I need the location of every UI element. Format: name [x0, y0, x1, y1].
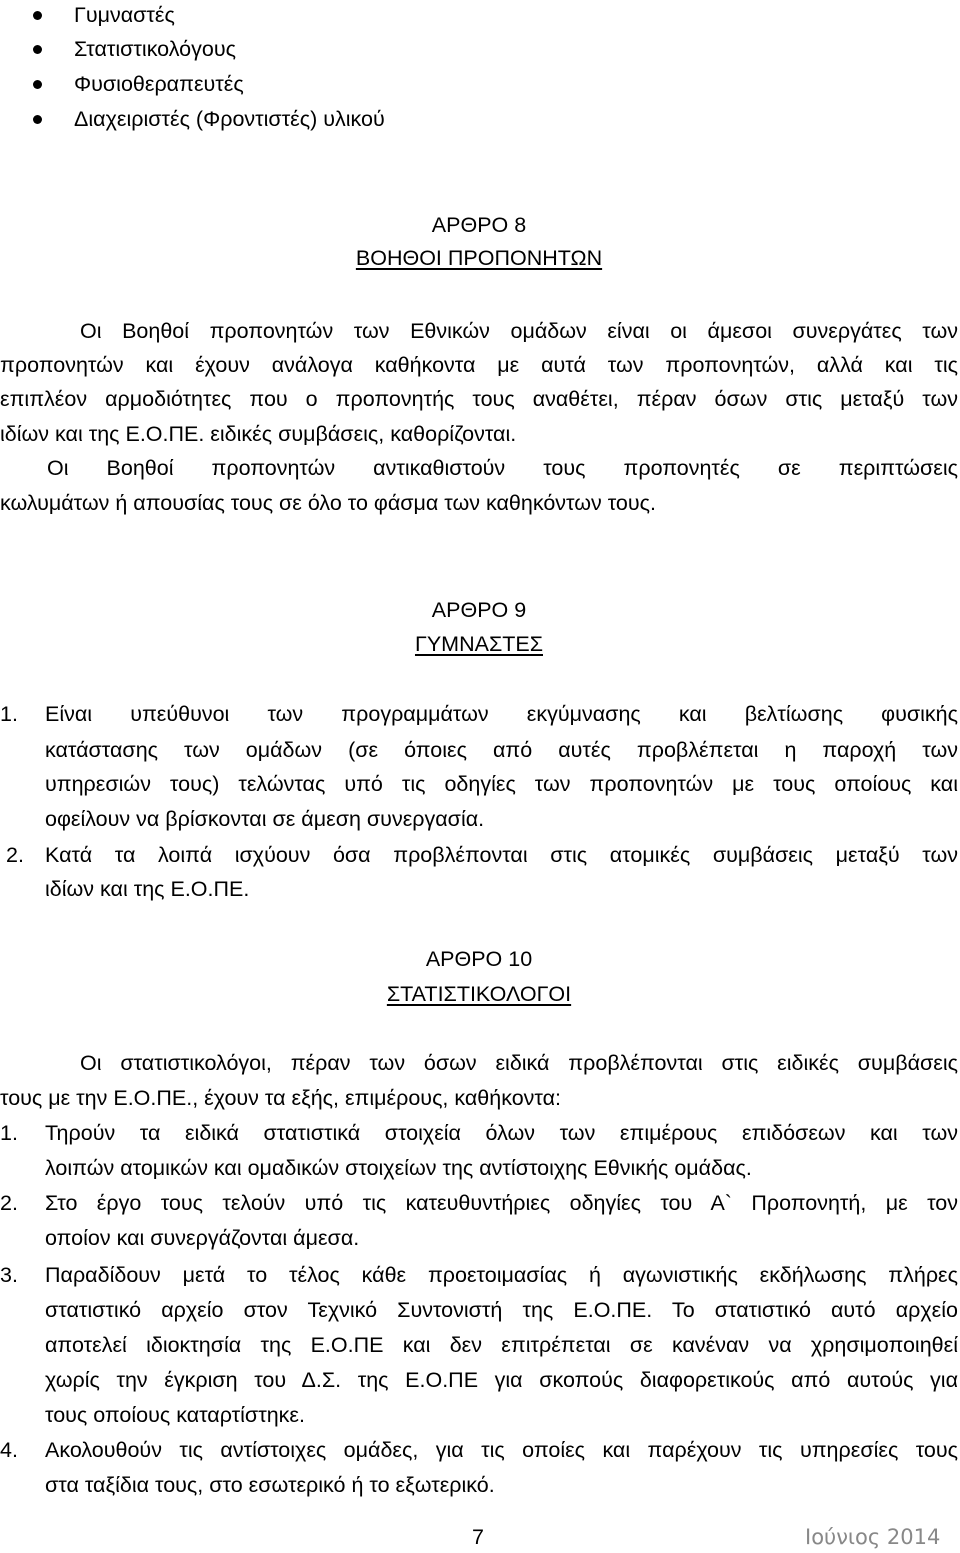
article-8-line: επιπλέον αρμοδιότητες που ο προπονητής τους αναθέτει, πέραν όσων στις μεταξύ των	[0, 387, 958, 411]
item-number: 3.	[0, 1263, 18, 1287]
article-10-line: στα ταξίδια τους, στο εσωτερικό ή το εξωτερικό.	[45, 1473, 495, 1497]
article-10-line: χωρίς την έγκριση του Δ.Σ. της Ε.Ο.ΠΕ για σκοπούς διαφορετικούς από αυτούς για	[45, 1368, 958, 1392]
article-10-line: Παραδίδουν μετά το τέλος κάθε προετοιμασίας ή αγωνιστικής εκδήλωσης πλήρες	[45, 1263, 958, 1287]
bullet-icon	[33, 80, 42, 89]
bullet-item: Φυσιοθεραπευτές	[74, 72, 244, 96]
bullet-icon	[33, 11, 42, 20]
item-number: 4.	[0, 1438, 18, 1462]
article-10-line: Στο έργο τους τελούν υπό τις κατευθυντήριες οδηγίες του Α` Προπονητή, με τον	[45, 1191, 958, 1215]
article-9-line: κατάστασης των ομάδων (σε όποιες από αυτές προβλέπεται η παροχή των	[45, 738, 958, 762]
item-number: 1.	[0, 702, 18, 726]
article-8-line: προπονητών και έχουν ανάλογα καθήκοντα με αυτά των προπονητών, αλλά και τις	[0, 353, 958, 377]
bullet-item: Διαχειριστές (Φροντιστές) υλικού	[74, 107, 385, 131]
article-8-title: ΑΡΘΡΟ 8	[431, 213, 527, 237]
article-8-line: κωλυμάτων ή απουσίας τους σε όλο το φάσμα των καθηκόντων τους.	[0, 491, 656, 515]
article-8-line: Οι Βοηθοί προπονητών των Εθνικών ομάδων είναι οι άμεσοι συνεργάτες των	[80, 319, 958, 343]
article-10-intro-line: τους με την Ε.Ο.ΠΕ., έχουν τα εξής, επιμέρους, καθήκοντα:	[0, 1086, 561, 1110]
article-9-line: υπηρεσιών τους) τελώντας υπό τις οδηγίες των προπονητών με τους οποίους και	[45, 772, 958, 796]
item-number: 1.	[0, 1121, 18, 1145]
article-10-line: αποτελεί ιδιοκτησία της Ε.Ο.ΠΕ και δεν επιτρέπεται σε κανέναν να χρησιμοποιηθεί	[45, 1333, 958, 1357]
article-8-subtitle: ΒΟΗΘΟΙ ΠΡΟΠΟΝΗΤΩΝ	[355, 246, 603, 270]
article-9-subtitle: ΓΥΜΝΑΣΤΕΣ	[414, 632, 543, 656]
page-number: 7	[472, 1525, 484, 1549]
article-8-line: Οι Βοηθοί προπονητών αντικαθιστούν τους προπονητές σε περιπτώσεις	[47, 456, 958, 480]
article-8-line: ιδίων και της Ε.Ο.ΠΕ. ειδικές συμβάσεις, καθορίζονται.	[0, 422, 517, 446]
bullet-icon	[33, 115, 42, 124]
article-9-line: ιδίων και της Ε.Ο.ΠΕ.	[45, 877, 250, 901]
article-10-line: οποίον και συνεργάζονται άμεσα.	[45, 1226, 360, 1250]
bullet-item: Στατιστικολόγους	[74, 37, 236, 61]
bullet-icon	[33, 45, 42, 54]
article-10-title: ΑΡΘΡΟ 10	[425, 947, 533, 971]
article-10-subtitle: ΣΤΑΤΙΣΤΙΚΟΛΟΓΟΙ	[386, 982, 572, 1006]
article-10-line: Τηρούν τα ειδικά στατιστικά στοιχεία όλων των επιμέρους επιδόσεων και των	[45, 1121, 958, 1145]
item-number: 2.	[6, 843, 24, 867]
article-9-title: ΑΡΘΡΟ 9	[431, 598, 527, 622]
article-10-intro-line: Οι στατιστικολόγοι, πέραν των όσων ειδικά προβλέπονται στις ειδικές συμβάσεις	[80, 1051, 958, 1075]
footer-date: Ιούνιος 2014	[805, 1525, 941, 1549]
item-number: 2.	[0, 1191, 18, 1215]
article-10-line: τους οποίους καταρτίστηκε.	[45, 1403, 305, 1427]
article-10-line: στατιστικό αρχείο στον Τεχνικό Συντονιστή της Ε.Ο.ΠΕ. Το στατιστικό αυτό αρχείο	[45, 1298, 958, 1322]
article-10-line: Ακολουθούν τις αντίστοιχες ομάδες, για τις οποίες και παρέχουν τις υπηρεσίες τους	[45, 1438, 958, 1462]
article-9-line: οφείλουν να βρίσκονται σε άμεση συνεργασία.	[45, 807, 485, 831]
article-9-line: Κατά τα λοιπά ισχύουν όσα προβλέπονται στις ατομικές συμβάσεις μεταξύ των	[45, 843, 958, 867]
bullet-item: Γυμναστές	[74, 3, 175, 27]
article-10-line: λοιπών ατομικών και ομαδικών στοιχείων της αντίστοιχης Εθνικής ομάδας.	[45, 1156, 752, 1180]
article-9-line: Είναι υπεύθυνοι των προγραμμάτων εκγύμνασης και βελτίωσης φυσικής	[45, 702, 958, 726]
